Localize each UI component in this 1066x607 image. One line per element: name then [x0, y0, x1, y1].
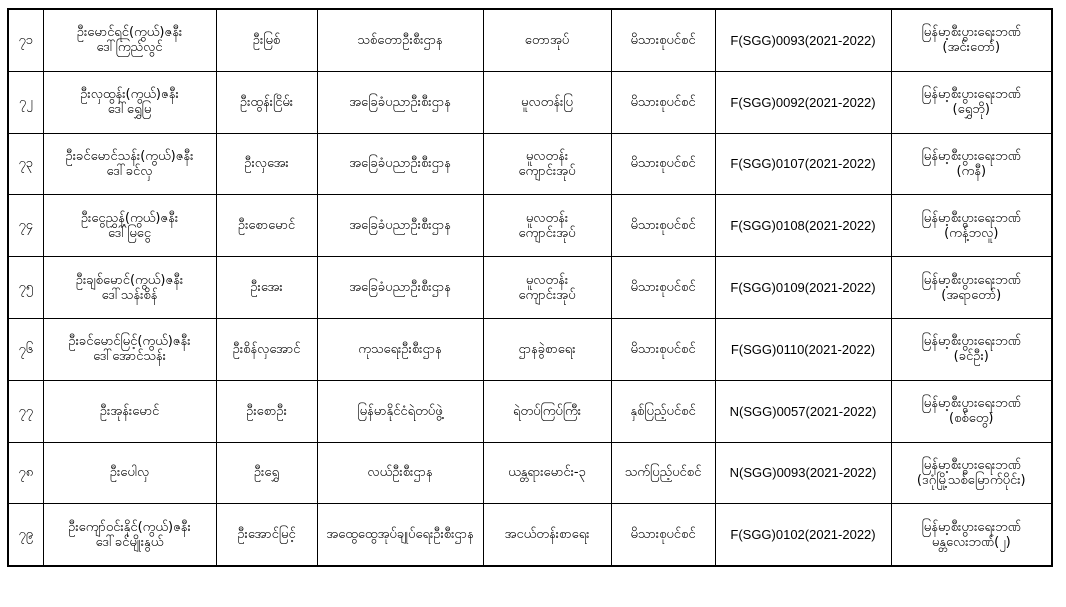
- pensioner-name-cell: ဦးလှထွန်း(ကွယ်)ဇနီး ဒေါ်ရွှေမြ: [43, 71, 216, 133]
- father-name-cell: ဦးလှအေး: [216, 133, 317, 195]
- table-row: [8, 71, 1052, 133]
- department-cell: လယ်ဦးစီးဌာန: [317, 442, 483, 504]
- department-cell: မြန်မာနိုင်ငံရဲတပ်ဖွဲ့: [317, 380, 483, 442]
- row-number-cell: ၇၂: [8, 71, 43, 133]
- pension-type-cell: မိသားစုပင်စင်: [611, 71, 715, 133]
- table-row: [8, 318, 1052, 380]
- father-name-cell: ဦးရွှေ: [216, 442, 317, 504]
- row-number-cell: ၇၉: [8, 504, 43, 566]
- pensioner-name-cell: ဦးချစ်မောင်(ကွယ်)ဇနီး ဒေါ်သန်းစိန်: [43, 257, 216, 319]
- position-cell: အငယ်တန်းစာရေး: [483, 504, 611, 566]
- pension-table: [7, 8, 1053, 567]
- bank-branch-cell: မြန်မာ့စီးပွားရေးဘဏ် မန္တလေးဘဏ်(၂): [891, 504, 1052, 566]
- department-cell: အခြေခံပညာဦးစီးဌာန: [317, 71, 483, 133]
- department-cell: အခြေခံပညာဦးစီးဌာန: [317, 195, 483, 257]
- pension-code-cell: F(SGG)0093(2021-2022): [715, 9, 891, 71]
- pension-code-cell: N(SGG)0057(2021-2022): [715, 380, 891, 442]
- pension-type-cell: မိသားစုပင်စင်: [611, 195, 715, 257]
- father-name-cell: ဦးအောင်မြင့်: [216, 504, 317, 566]
- table-row: [8, 504, 1052, 566]
- bank-branch-cell: မြန်မာ့စီးပွားရေးဘဏ် (အရာတော်): [891, 257, 1052, 319]
- bank-branch-cell: မြန်မာ့စီးပွားရေးဘဏ် (စစ်တွေ): [891, 380, 1052, 442]
- pension-code-cell: F(SGG)0110(2021-2022): [715, 318, 891, 380]
- table-row: [8, 133, 1052, 195]
- department-cell: အခြေခံပညာဦးစီးဌာန: [317, 133, 483, 195]
- row-number-cell: ၇၃: [8, 133, 43, 195]
- pension-code-cell: F(SGG)0107(2021-2022): [715, 133, 891, 195]
- father-name-cell: ဦးစောမောင်: [216, 195, 317, 257]
- pensioner-name-cell: ဦးပေါလှ: [43, 442, 216, 504]
- table-row: [8, 442, 1052, 504]
- pension-type-cell: မိသားစုပင်စင်: [611, 504, 715, 566]
- pensioner-name-cell: ဦးငွေညွှန့်(ကွယ်)ဇနီး ဒေါ်မြငွေ: [43, 195, 216, 257]
- position-cell: မူလတန်း ကျောင်းအုပ်: [483, 195, 611, 257]
- position-cell: တောအုပ်: [483, 9, 611, 71]
- pensioner-name-cell: ဦးခင်မောင်သန်း(ကွယ်)ဇနီး ဒေါ်ခင်လှ: [43, 133, 216, 195]
- pensioner-name-cell: ဦးမောင်ရင်(ကွယ်)ဇနီး ဒေါ်ကြည်လွင်: [43, 9, 216, 71]
- table-body: [8, 9, 1052, 566]
- pension-code-cell: N(SGG)0093(2021-2022): [715, 442, 891, 504]
- department-cell: သစ်တောဦးစီးဌာန: [317, 9, 483, 71]
- pensioner-name-cell: ဦးအုန်းမောင်: [43, 380, 216, 442]
- position-cell: ယန္တရားမောင်း-၃: [483, 442, 611, 504]
- pension-type-cell: မိသားစုပင်စင်: [611, 9, 715, 71]
- department-cell: အထွေထွေအုပ်ချုပ်ရေးဦးစီးဌာန: [317, 504, 483, 566]
- father-name-cell: ဦးမြစ်: [216, 9, 317, 71]
- pension-type-cell: မိသားစုပင်စင်: [611, 318, 715, 380]
- position-cell: ရဲတပ်ကြပ်ကြီး: [483, 380, 611, 442]
- pension-type-cell: မိသားစုပင်စင်: [611, 257, 715, 319]
- row-number-cell: ၇၇: [8, 380, 43, 442]
- bank-branch-cell: မြန်မာ့စီးပွားရေးဘဏ် (ရွှေဘို): [891, 71, 1052, 133]
- pension-code-cell: F(SGG)0109(2021-2022): [715, 257, 891, 319]
- position-cell: မူလတန်းပြ: [483, 71, 611, 133]
- father-name-cell: ဦးစိန်လှအောင်: [216, 318, 317, 380]
- bank-branch-cell: မြန်မာ့စီးပွားရေးဘဏ် (ဒဂုံမြို့သစ်မြောက်ပိုင်း): [891, 442, 1052, 504]
- father-name-cell: ဦးစောဦး: [216, 380, 317, 442]
- bank-branch-cell: မြန်မာ့စီးပွားရေးဘဏ် (ကနီ): [891, 133, 1052, 195]
- bank-branch-cell: မြန်မာ့စီးပွားရေးဘဏ် (ခင်ဦး): [891, 318, 1052, 380]
- department-cell: အခြေခံပညာဦးစီးဌာန: [317, 257, 483, 319]
- pension-code-cell: F(SGG)0102(2021-2022): [715, 504, 891, 566]
- pension-code-cell: F(SGG)0108(2021-2022): [715, 195, 891, 257]
- pension-type-cell: မိသားစုပင်စင်: [611, 133, 715, 195]
- position-cell: မူလတန်း ကျောင်းအုပ်: [483, 257, 611, 319]
- position-cell: ဌာနခွဲစာရေး: [483, 318, 611, 380]
- table-row: [8, 9, 1052, 71]
- pension-type-cell: နှစ်ပြည့်ပင်စင်: [611, 380, 715, 442]
- bank-branch-cell: မြန်မာ့စီးပွားရေးဘဏ် (ကန့်ဘလူ): [891, 195, 1052, 257]
- pension-code-cell: F(SGG)0092(2021-2022): [715, 71, 891, 133]
- bank-branch-cell: မြန်မာ့စီးပွားရေးဘဏ် (အင်းတော်): [891, 9, 1052, 71]
- pensioner-name-cell: ဦးခင်မောင်မြင့်(ကွယ်)ဇနီး ဒေါ်အောင်သန်း: [43, 318, 216, 380]
- row-number-cell: ၇၈: [8, 442, 43, 504]
- pensioner-name-cell: ဦးကျော်ဝင်းနိုင်(ကွယ်)ဇနီး ဒေါ်ခင်မျိုးနွယ်: [43, 504, 216, 566]
- position-cell: မူလတန်း ကျောင်းအုပ်: [483, 133, 611, 195]
- row-number-cell: ၇၄: [8, 195, 43, 257]
- table-row: [8, 380, 1052, 442]
- father-name-cell: ဦးအေး: [216, 257, 317, 319]
- pension-type-cell: သက်ပြည့်ပင်စင်: [611, 442, 715, 504]
- row-number-cell: ၇၁: [8, 9, 43, 71]
- row-number-cell: ၇၆: [8, 318, 43, 380]
- row-number-cell: ၇၅: [8, 257, 43, 319]
- table-row: [8, 257, 1052, 319]
- father-name-cell: ဦးထွန်းငြိမ်း: [216, 71, 317, 133]
- department-cell: ကုသရေးဦးစီးဌာန: [317, 318, 483, 380]
- table-row: [8, 195, 1052, 257]
